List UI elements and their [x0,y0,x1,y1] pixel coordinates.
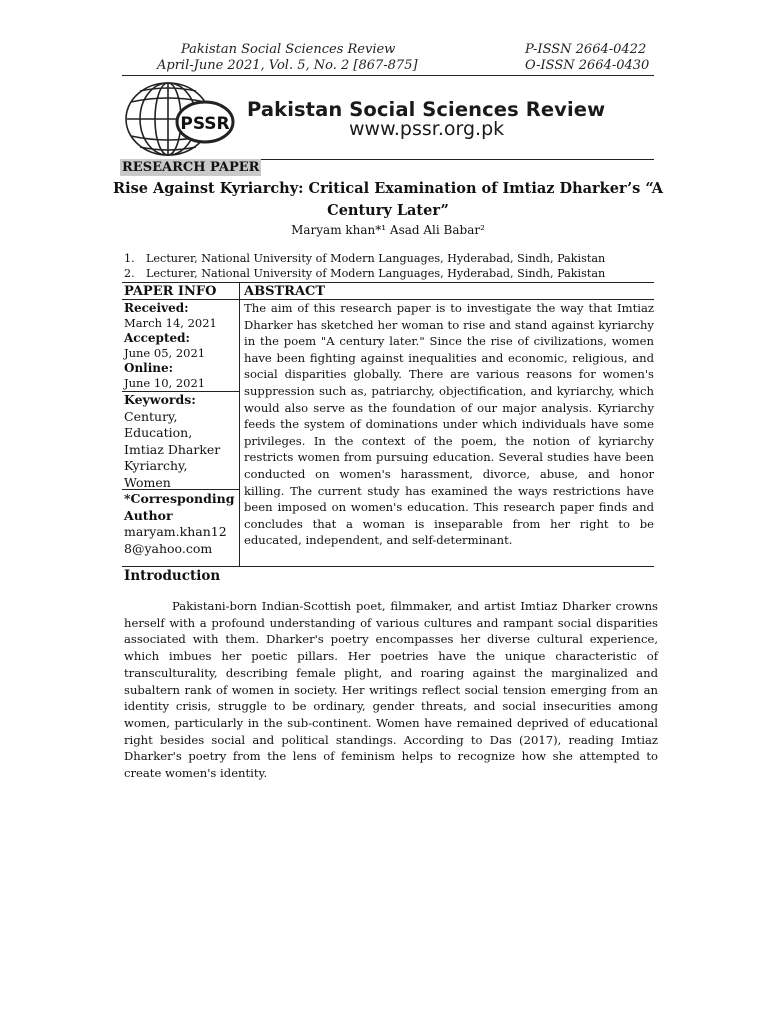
corresponding-label: *Corresponding [124,491,235,506]
online-date: June 10, 2021 [124,376,206,390]
p-issn: P-ISSN 2664-0422 [525,42,647,57]
journal-name: Pakistan Social Sciences Review [181,42,396,57]
affiliation-text: Lecturer, National University of Modern Languages, Hyderabad, Sindh, Pakistan [146,267,606,280]
affiliation-2 [124,267,605,282]
received-date: March 14, 2021 [124,316,217,330]
affiliation-number: 2. [124,267,135,280]
author-email-line-1[interactable]: maryam.khan12 [124,524,227,539]
authors: Maryam khan*¹ Asad Ali Babar² [291,223,485,237]
paper-info-dates [124,301,236,391]
keyword-item: Imtiaz Dharker [124,441,221,457]
article-title [110,178,666,222]
abstract-text: The aim of this research paper is to investigate the way that Imtiaz Dharker has sketched her woman to rise and stand against kyriarchy in the poem "A century later." Since the rise of civilizations, women have been fighting against inequalities and economic, religious, and social disparities globally. There are various reasons for women's suppression such as, patriarchy, objectification, and kyriarchy, which would also serve as the foundation of our major analysis. Kyriarchy feeds the system of dominations under which individuals have some privileges. In the context of the poem, the notion of kyriarchy restricts women from pursuing education. Several studies have been conducted on women's harassment, divorce, abuse, and honor killing. The current study has examined the ways restrictions have been imposed on women's education. This research paper finds and concludes that a woman is inseparable from her right to be educated, independent, and self-determinant. [244,301,654,548]
table-column-divider [239,282,240,566]
article-title-line-1: Rise Against Kyriarchy: Critical Examination of Imtiaz Dharker’s “A [113,180,663,197]
abstract-heading: ABSTRACT [244,284,326,299]
introduction-paragraph [124,598,658,782]
affiliation-1 [124,252,605,267]
affiliation-text: Lecturer, National University of Modern Languages, Hyderabad, Sindh, Pakistan [146,252,606,265]
affiliation-number: 1. [124,252,135,265]
keywords-block [124,392,236,491]
received-label: Received: [124,301,189,315]
introduction-text: Pakistani-born Indian-Scottish poet, filmmaker, and artist Imtiaz Dharker crowns herself with a profound understanding of various cultures and rampant social disparities associated with them. Dharker's poetry encompasses her diverse cultural experience, which imbues her poetic pillars. Her poetries have the unique characteristic of transculturality, describing female plight, and roaring against the marginalized and subaltern rank of women in society. Her writings reflect social tension emerging from an identity crisis, struggle to be ordinary, gender threats, and social insecurities among women, particularly in the sub-continent. Women have remained deprived of educational right besides social and political standings. According to Das (2017), reading Imtiaz Dharker's poetry from the lens of feminism helps to recognize how she attempted to create women's identity. [124,599,658,781]
logo-badge-text: PSSR [180,114,230,134]
logo-journal-name: Pakistan Social Sciences Review [247,98,606,121]
table-bottom-rule [122,566,654,567]
corresponding-author-block [124,491,238,557]
article-title-line-2: Century Later” [327,202,449,219]
issue-info: April-June 2021, Vol. 5, No. 2 [867-875] [157,58,418,73]
article-type-label: RESEARCH PAPER [122,160,260,175]
header-rule [122,75,654,76]
paper-info-heading: PAPER INFO [124,284,217,299]
keyword-item: Women [124,474,171,490]
accepted-date: June 05, 2021 [124,346,206,360]
corresponding-label-2: Author [124,507,173,523]
author-email-line-2[interactable]: 8@yahoo.com [124,540,213,556]
keyword-item: Education, [124,425,193,440]
accepted-label: Accepted: [124,331,190,345]
keywords-label: Keywords: [124,392,196,407]
keyword-item: Century, [124,408,178,424]
keyword-item: Kyriarchy, [124,458,188,473]
introduction-heading: Introduction [124,568,221,584]
o-issn: O-ISSN 2664-0430 [525,58,650,73]
logo-url: www.pssr.org.pk [349,118,505,140]
pssr-globe-logo [121,80,241,158]
online-label: Online: [124,361,174,375]
